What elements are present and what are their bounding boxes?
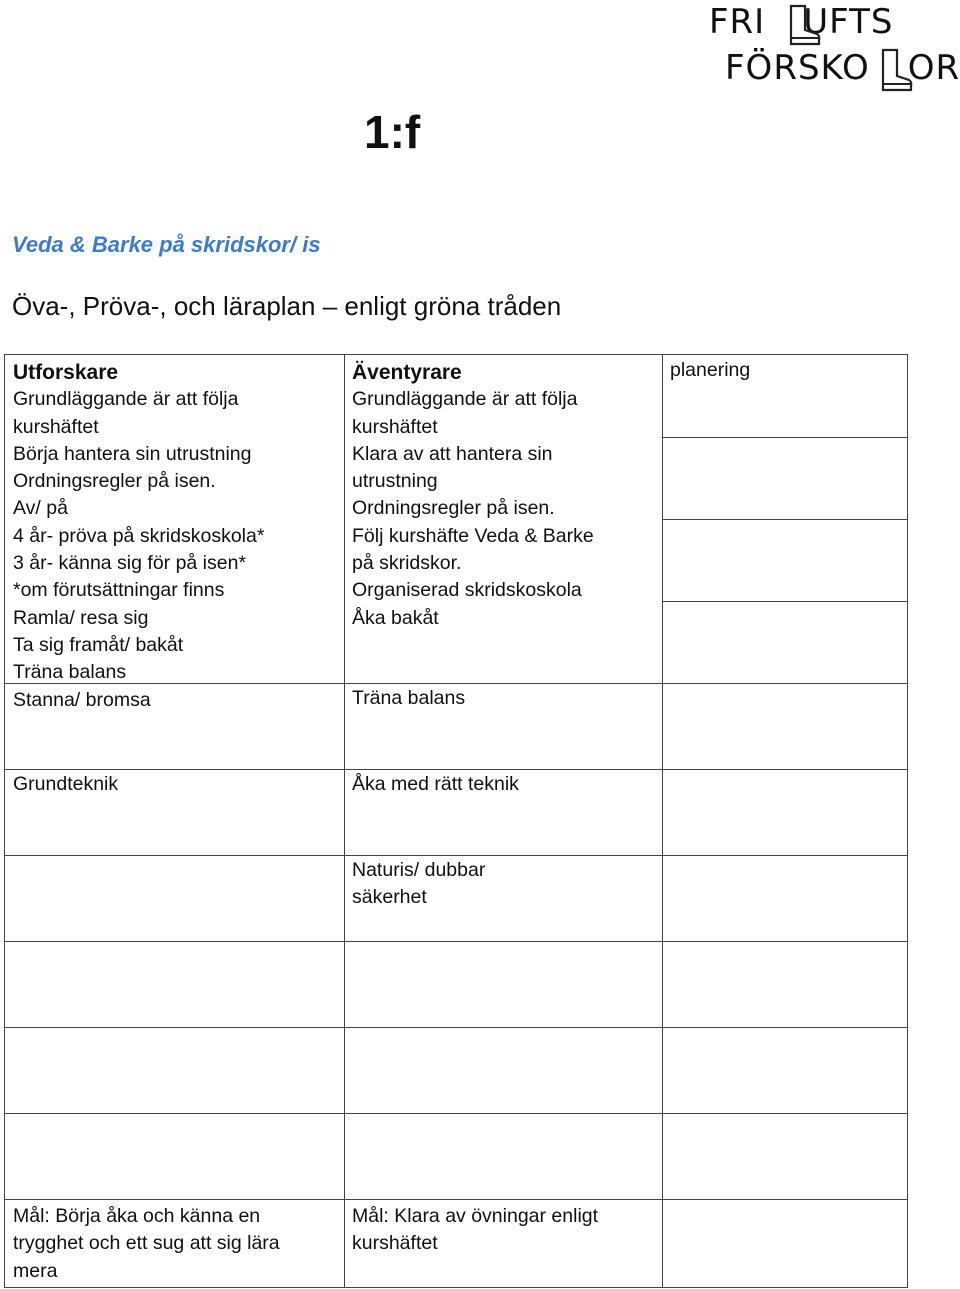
cell-line: Stanna/ bromsa — [13, 688, 151, 711]
cell-line: Åka bakåt — [352, 606, 439, 629]
mal-aventyrare-cell — [352, 1203, 598, 1258]
cell-line: Ordningsregler på isen. — [13, 470, 216, 493]
cell-line: Grundläggande är att följa — [352, 388, 578, 411]
cell-line: Börja hantera sin utrustning — [13, 442, 252, 465]
cell-line: Naturis/ dubbar — [352, 859, 486, 881]
utforskare-title: Utforskare — [13, 361, 119, 384]
column-divider — [344, 355, 345, 1287]
cell-line: *om förutsättningar finns — [13, 579, 225, 602]
aventyrare-cell — [352, 359, 594, 632]
planering-label: planering — [670, 359, 751, 381]
trana-balans-text: Träna balans — [352, 687, 466, 709]
utforskare-cell — [13, 359, 264, 714]
cell-line: mera — [13, 1259, 58, 1282]
logo-text-or: OR — [907, 48, 960, 88]
cell-line: kurshäftet — [13, 415, 99, 438]
row-divider — [662, 601, 907, 602]
cell-line: Organiserad skridskoskola — [352, 579, 582, 602]
cell-line: Träna balans — [13, 661, 127, 684]
row-divider — [662, 519, 907, 520]
page-number: 1:f — [364, 106, 421, 158]
cell-line: säkerhet — [352, 886, 427, 909]
grundteknik-label: Grundteknik — [13, 773, 119, 795]
logo-text-ufts: UFTS — [803, 2, 894, 42]
aventyrare-title: Äventyrare — [352, 361, 462, 384]
cell-line: Ordningsregler på isen. — [352, 497, 555, 520]
page-title: Öva-, Pröva-, och läraplan – enligt gröna tråden — [12, 291, 562, 321]
row-divider — [5, 769, 907, 770]
row-divider — [5, 855, 907, 856]
logo — [705, 2, 960, 94]
row-divider — [662, 437, 907, 438]
logo-line-2 — [725, 48, 960, 88]
cell-line: Ta sig framåt/ bakåt — [13, 633, 184, 656]
plan-table — [4, 354, 908, 1288]
cell-line: 4 år- pröva på skridskoskola* — [13, 524, 265, 547]
cell-line: Mål: Klara av övningar enligt — [352, 1205, 599, 1227]
boot-icon — [879, 48, 913, 92]
row-divider — [5, 1199, 907, 1200]
cell-line: på skridskor. — [352, 552, 462, 575]
mal-utforskare-cell — [13, 1203, 280, 1285]
aka-med-ratt-teknik-label: Åka med rätt teknik — [352, 773, 519, 795]
row-divider — [5, 1113, 907, 1114]
cell-line: 3 år- känna sig för på isen* — [13, 552, 247, 575]
cell-line: Ramla/ resa sig — [13, 606, 149, 629]
row-divider — [5, 1027, 907, 1028]
boot-icon — [787, 4, 821, 46]
row-divider — [5, 941, 907, 942]
cell-line: kurshäftet — [352, 1232, 438, 1255]
cell-line: Grundläggande är att följa — [13, 388, 239, 411]
cell-line: Klara av att hantera sin — [352, 442, 553, 465]
cell-line: Av/ på — [13, 497, 68, 520]
column-divider — [662, 355, 663, 1287]
cell-line: utrustning — [352, 470, 438, 493]
subtitle: Veda & Barke på skridskor/ is — [12, 232, 321, 257]
logo-text-forsko: FÖRSKO — [725, 48, 870, 88]
naturis-cell — [352, 857, 485, 912]
cell-line: Följ kurshäfte Veda & Barke — [352, 524, 594, 547]
cell-line: Mål: Börja åka och känna en — [13, 1205, 261, 1227]
logo-text-fri: FRI — [709, 2, 766, 42]
cell-line: kurshäftet — [352, 415, 438, 438]
cell-line: trygghet och ett sug att sig lära — [13, 1232, 280, 1255]
